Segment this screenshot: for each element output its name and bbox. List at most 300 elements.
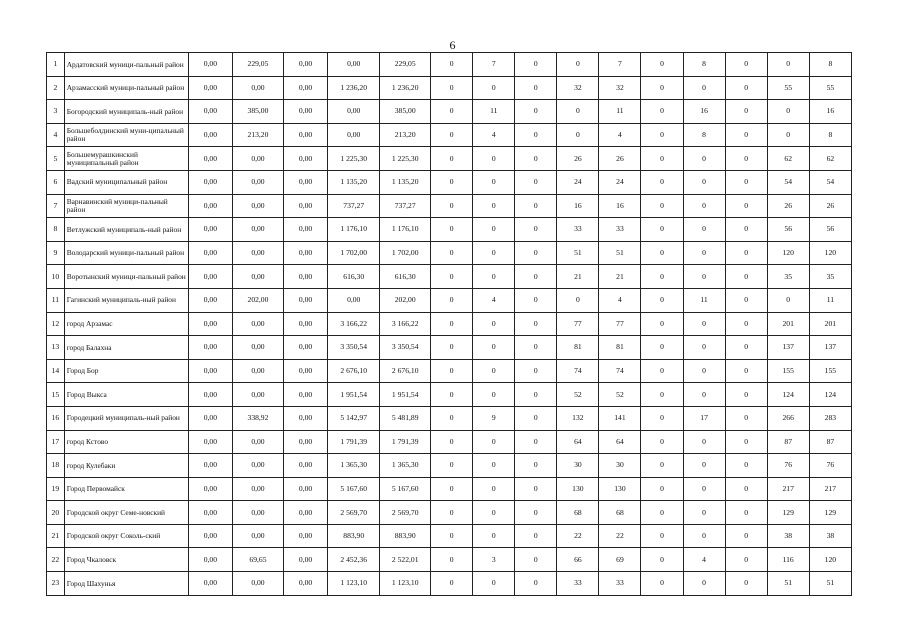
value-cell: 0,00 [233,524,284,548]
value-cell: 0 [725,430,767,454]
value-cell: 33 [599,572,641,596]
value-cell: 616,30 [380,265,431,289]
municipality-name-cell: Большеболдинский муни-ципальный район [64,123,188,147]
value-cell: 0 [641,218,683,242]
row-number-cell: 7 [47,194,65,218]
value-cell: 0 [641,501,683,525]
value-cell: 7 [473,53,515,77]
value-cell: 132 [557,406,599,430]
value-cell: 0,00 [188,548,232,572]
table-row [47,241,852,265]
value-cell: 0,00 [188,572,232,596]
value-cell: 52 [599,383,641,407]
value-cell: 3 350,54 [328,336,380,360]
value-cell: 26 [557,147,599,171]
data-table [46,52,852,596]
value-cell: 0 [431,430,473,454]
value-cell: 0 [431,406,473,430]
value-cell: 0 [641,383,683,407]
value-cell: 0,00 [188,218,232,242]
value-cell: 0,00 [233,359,284,383]
value-cell: 5 167,60 [328,477,380,501]
value-cell: 62 [809,147,851,171]
value-cell: 0 [431,477,473,501]
table-row [47,548,852,572]
value-cell: 0 [515,312,557,336]
value-cell: 2 452,36 [328,548,380,572]
value-cell: 81 [557,336,599,360]
value-cell: 0,00 [283,53,327,77]
value-cell: 32 [557,76,599,100]
row-number-cell: 4 [47,123,65,147]
value-cell: 0,00 [188,53,232,77]
value-cell: 66 [557,548,599,572]
value-cell: 737,27 [380,194,431,218]
value-cell: 0,00 [283,147,327,171]
value-cell: 0,00 [283,383,327,407]
value-cell: 0,00 [283,265,327,289]
row-number-cell: 14 [47,359,65,383]
value-cell: 0,00 [188,383,232,407]
value-cell: 0 [473,170,515,194]
value-cell: 0 [725,123,767,147]
value-cell: 16 [809,100,851,124]
row-number-cell: 20 [47,501,65,525]
value-cell: 0 [725,524,767,548]
value-cell: 0 [473,336,515,360]
value-cell: 0 [515,265,557,289]
value-cell: 0 [641,312,683,336]
value-cell: 24 [599,170,641,194]
value-cell: 0 [431,572,473,596]
table-row [47,76,852,100]
value-cell: 883,90 [380,524,431,548]
value-cell: 0 [431,147,473,171]
value-cell: 0 [767,123,809,147]
value-cell: 0,00 [233,430,284,454]
municipality-name-cell: Городской округ Соколь-ский [64,524,188,548]
value-cell: 21 [599,265,641,289]
value-cell: 26 [809,194,851,218]
value-cell: 1 702,00 [328,241,380,265]
value-cell: 87 [767,430,809,454]
value-cell: 0 [725,383,767,407]
value-cell: 0 [641,76,683,100]
value-cell: 30 [557,454,599,478]
value-cell: 8 [683,123,725,147]
value-cell: 0 [725,53,767,77]
row-number-cell: 8 [47,218,65,242]
table-row [47,100,852,124]
value-cell: 0,00 [233,170,284,194]
value-cell: 0 [683,477,725,501]
value-cell: 35 [767,265,809,289]
value-cell: 33 [557,218,599,242]
value-cell: 5 142,97 [328,406,380,430]
value-cell: 1 951,54 [380,383,431,407]
value-cell: 120 [809,241,851,265]
value-cell: 0 [641,477,683,501]
value-cell: 3 350,54 [380,336,431,360]
value-cell: 0,00 [328,53,380,77]
value-cell: 0,00 [328,123,380,147]
value-cell: 0 [473,454,515,478]
value-cell: 0 [683,218,725,242]
value-cell: 0,00 [188,76,232,100]
value-cell: 5 481,89 [380,406,431,430]
value-cell: 16 [599,194,641,218]
value-cell: 8 [683,53,725,77]
value-cell: 3 [473,548,515,572]
value-cell: 0,00 [283,100,327,124]
table-row [47,454,852,478]
value-cell: 0 [431,241,473,265]
value-cell: 0 [641,123,683,147]
value-cell: 26 [767,194,809,218]
value-cell: 0,00 [283,524,327,548]
value-cell: 0 [557,100,599,124]
value-cell: 0 [641,100,683,124]
value-cell: 74 [557,359,599,383]
value-cell: 0 [515,53,557,77]
value-cell: 0 [725,548,767,572]
value-cell: 0 [725,218,767,242]
value-cell: 0 [683,383,725,407]
municipality-name-cell: Город Выкса [64,383,188,407]
value-cell: 11 [809,288,851,312]
row-number-cell: 3 [47,100,65,124]
table-row [47,501,852,525]
value-cell: 8 [809,123,851,147]
value-cell: 0 [641,430,683,454]
row-number-cell: 21 [47,524,65,548]
row-number-cell: 11 [47,288,65,312]
value-cell: 0 [767,100,809,124]
value-cell: 1 225,30 [380,147,431,171]
value-cell: 0,00 [188,312,232,336]
value-cell: 0,00 [283,454,327,478]
value-cell: 0,00 [188,123,232,147]
row-number-cell: 22 [47,548,65,572]
value-cell: 0 [725,194,767,218]
value-cell: 0 [725,265,767,289]
value-cell: 64 [557,430,599,454]
value-cell: 0,00 [233,312,284,336]
row-number-cell: 10 [47,265,65,289]
value-cell: 0 [725,336,767,360]
value-cell: 38 [809,524,851,548]
value-cell: 202,00 [233,288,284,312]
value-cell: 0,00 [188,288,232,312]
value-cell: 0 [725,170,767,194]
value-cell: 0,00 [233,194,284,218]
value-cell: 69 [599,548,641,572]
value-cell: 0 [515,406,557,430]
value-cell: 0,00 [328,100,380,124]
value-cell: 1 135,20 [328,170,380,194]
value-cell: 1 791,39 [328,430,380,454]
value-cell: 69,65 [233,548,284,572]
value-cell: 0,00 [233,241,284,265]
value-cell: 0,00 [233,477,284,501]
value-cell: 213,20 [233,123,284,147]
value-cell: 0 [641,194,683,218]
value-cell: 0 [725,477,767,501]
value-cell: 0 [515,336,557,360]
value-cell: 0 [683,336,725,360]
value-cell: 30 [599,454,641,478]
value-cell: 0,00 [233,218,284,242]
value-cell: 2 522,01 [380,548,431,572]
value-cell: 0 [683,454,725,478]
value-cell: 0 [515,359,557,383]
value-cell: 0 [431,336,473,360]
value-cell: 1 236,20 [380,76,431,100]
value-cell: 0 [641,406,683,430]
municipality-name-cell: Городецкий муниципаль-ный район [64,406,188,430]
value-cell: 0 [515,76,557,100]
value-cell: 338,92 [233,406,284,430]
value-cell: 130 [557,477,599,501]
value-cell: 124 [767,383,809,407]
value-cell: 0 [683,147,725,171]
value-cell: 55 [767,76,809,100]
table-row [47,572,852,596]
row-number-cell: 12 [47,312,65,336]
value-cell: 74 [599,359,641,383]
row-number-cell: 5 [47,147,65,171]
value-cell: 0 [725,454,767,478]
value-cell: 4 [599,123,641,147]
municipality-name-cell: Ардатовский муници-пальный район [64,53,188,77]
value-cell: 0,00 [283,218,327,242]
value-cell: 0 [683,359,725,383]
value-cell: 120 [809,548,851,572]
value-cell: 129 [767,501,809,525]
page-number: 6 [449,38,456,52]
value-cell: 116 [767,548,809,572]
municipality-name-cell: Варнавинский муници-пальный район [64,194,188,218]
value-cell: 0 [515,100,557,124]
value-cell: 0 [515,454,557,478]
value-cell: 0,00 [283,123,327,147]
value-cell: 0 [725,100,767,124]
value-cell: 0,00 [233,501,284,525]
value-cell: 0 [641,454,683,478]
value-cell: 0 [641,548,683,572]
table-row [47,147,852,171]
value-cell: 1 123,10 [380,572,431,596]
value-cell: 0 [557,53,599,77]
value-cell: 155 [767,359,809,383]
value-cell: 124 [809,383,851,407]
municipality-name-cell: Город Чкаловск [64,548,188,572]
value-cell: 0 [683,430,725,454]
value-cell: 4 [473,288,515,312]
table-row [47,170,852,194]
value-cell: 0 [431,288,473,312]
value-cell: 0,00 [233,76,284,100]
value-cell: 616,30 [328,265,380,289]
value-cell: 0 [725,312,767,336]
value-cell: 77 [557,312,599,336]
value-cell: 0,00 [188,477,232,501]
value-cell: 0,00 [188,241,232,265]
value-cell: 11 [599,100,641,124]
value-cell: 0 [641,170,683,194]
value-cell: 0 [431,218,473,242]
value-cell: 1 176,10 [380,218,431,242]
value-cell: 141 [599,406,641,430]
value-cell: 26 [599,147,641,171]
value-cell: 22 [557,524,599,548]
value-cell: 0 [473,477,515,501]
value-cell: 62 [767,147,809,171]
value-cell: 0 [515,572,557,596]
value-cell: 0 [515,218,557,242]
value-cell: 0 [515,477,557,501]
value-cell: 0 [683,524,725,548]
value-cell: 0 [515,524,557,548]
row-number-cell: 15 [47,383,65,407]
table-row [47,265,852,289]
municipality-name-cell: Володарский муници-пальный район [64,241,188,265]
value-cell: 16 [557,194,599,218]
value-cell: 201 [809,312,851,336]
value-cell: 0 [515,383,557,407]
value-cell: 1 123,10 [328,572,380,596]
row-number-cell: 6 [47,170,65,194]
value-cell: 11 [683,288,725,312]
value-cell: 883,90 [328,524,380,548]
value-cell: 0 [641,572,683,596]
row-number-cell: 18 [47,454,65,478]
value-cell: 51 [599,241,641,265]
value-cell: 0 [515,123,557,147]
value-cell: 17 [683,406,725,430]
value-cell: 0 [515,548,557,572]
value-cell: 0 [641,524,683,548]
value-cell: 51 [557,241,599,265]
value-cell: 0,00 [188,170,232,194]
table-row [47,312,852,336]
row-number-cell: 1 [47,53,65,77]
value-cell: 4 [599,288,641,312]
table-row [47,359,852,383]
value-cell: 0,00 [283,501,327,525]
value-cell: 0 [431,265,473,289]
value-cell: 0 [515,501,557,525]
value-cell: 0,00 [233,336,284,360]
value-cell: 0,00 [283,170,327,194]
municipality-name-cell: город Кулебаки [64,454,188,478]
value-cell: 129 [809,501,851,525]
table-row [47,406,852,430]
value-cell: 0 [683,170,725,194]
municipality-name-cell: Город Шахунья [64,572,188,596]
value-cell: 0,00 [233,572,284,596]
table-row [47,336,852,360]
value-cell: 2 676,10 [380,359,431,383]
value-cell: 0,00 [283,406,327,430]
value-cell: 2 569,70 [380,501,431,525]
value-cell: 2 676,10 [328,359,380,383]
value-cell: 283 [809,406,851,430]
value-cell: 0 [683,501,725,525]
value-cell: 0,00 [283,548,327,572]
value-cell: 155 [809,359,851,383]
value-cell: 0 [767,53,809,77]
table-row [47,430,852,454]
value-cell: 213,20 [380,123,431,147]
table-row [47,53,852,77]
value-cell: 0 [431,53,473,77]
value-cell: 1 791,39 [380,430,431,454]
value-cell: 0 [431,454,473,478]
value-cell: 1 951,54 [328,383,380,407]
value-cell: 0 [515,288,557,312]
value-cell: 0 [473,265,515,289]
value-cell: 0 [473,147,515,171]
value-cell: 0,00 [188,265,232,289]
table-body [47,53,852,596]
value-cell: 0 [725,359,767,383]
value-cell: 0 [431,359,473,383]
value-cell: 0 [641,53,683,77]
table-row [47,194,852,218]
value-cell: 8 [809,53,851,77]
value-cell: 120 [767,241,809,265]
value-cell: 9 [473,406,515,430]
value-cell: 0 [725,406,767,430]
value-cell: 33 [557,572,599,596]
value-cell: 0 [683,312,725,336]
row-number-cell: 16 [47,406,65,430]
value-cell: 3 166,22 [380,312,431,336]
value-cell: 4 [473,123,515,147]
row-number-cell: 2 [47,76,65,100]
value-cell: 32 [599,76,641,100]
value-cell: 68 [557,501,599,525]
value-cell: 0,00 [188,501,232,525]
municipality-name-cell: Воротынский муници-пальный район [64,265,188,289]
table-row [47,477,852,501]
value-cell: 0 [641,359,683,383]
value-cell: 0,00 [188,359,232,383]
value-cell: 0 [431,312,473,336]
value-cell: 0,00 [283,76,327,100]
value-cell: 5 167,60 [380,477,431,501]
value-cell: 0 [473,241,515,265]
value-cell: 0 [431,524,473,548]
value-cell: 51 [809,572,851,596]
municipality-name-cell: Город Первомайск [64,477,188,501]
value-cell: 1 702,00 [380,241,431,265]
value-cell: 229,05 [233,53,284,77]
value-cell: 0,00 [233,147,284,171]
value-cell: 0 [725,147,767,171]
value-cell: 3 166,22 [328,312,380,336]
value-cell: 0 [431,383,473,407]
value-cell: 0,00 [283,336,327,360]
value-cell: 0,00 [233,265,284,289]
value-cell: 0 [683,572,725,596]
value-cell: 0,00 [283,359,327,383]
value-cell: 35 [809,265,851,289]
value-cell: 0 [431,76,473,100]
value-cell: 0 [725,572,767,596]
value-cell: 0,00 [188,147,232,171]
